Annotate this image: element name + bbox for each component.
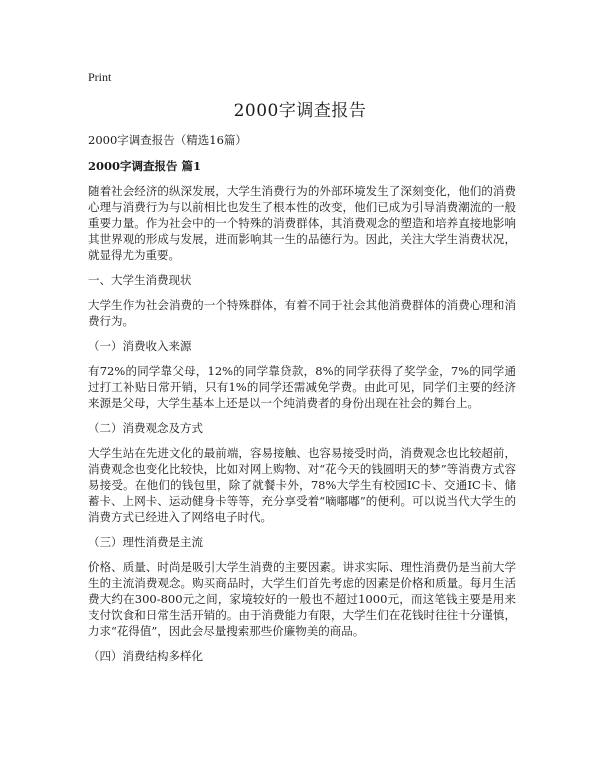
paragraph-consumption-status: 大学生作为社会消费的一个特殊群体，有着不同于社会其他消费群体的消费心理和消费行为。 [88,298,516,328]
heading-rational-consumption: （三）理性消费是主流 [88,535,203,549]
heading-income-source: （一）消费收入来源 [88,339,192,353]
heading-consumption-status: 一、大学生消费现状 [88,273,192,287]
print-link[interactable]: Print [88,70,112,84]
heading-consumption-structure: （四）消费结构多样化 [88,649,203,663]
paragraph-income-source: 有72%的同学靠父母，12%的同学靠贷款，8%的同学获得了奖学金，7%的同学通过打工补贴日常开销，只有1%的同学还需减免学费。由此可见，同学们主要的经济来源是父母，大学生基本上还是以一个纯消费者的身份出现在社会的舞台上。 [88,364,516,410]
intro-paragraph: 随着社会经济的纵深发展，大学生消费行为的外部环境发生了深刻变化，他们的消费心理与消费行为与以前相比也发生了根本性的改变，他们已成为引导消费潮流的一般重要力量。作为社会中的一个特殊的消费群体，其消费观念的塑造和培养直接地影响其世界观的形成与发展，进而影响其一生的品德行为。因此，关注大学生消费状况，就显得尤为重要。 [88,184,516,262]
article-body [88,132,516,673]
paragraph-consumption-concept: 大学生站在先进文化的最前端，容易接触、也容易接受时尚，消费观念也比较超前，消费观念也变化比较快，比如对网上购物、对“花今天的钱圆明天的梦”等消费方式容易接受。在他们的钱包里，除了就餐卡外，78%大学生有校园IC卡、交通IC卡、储蓄卡、上网卡、运动健身卡等等，充分享受着“嘀嘟嘟”的便利。可以说当代大学生的消费方式已经进入了网络电子时代。 [88,446,516,524]
page-title: 2000字调查报告 [233,101,367,121]
paragraph-rational-consumption: 价格、质量、时尚是吸引大学生消费的主要因素。讲求实际、理性消费仍是当前大学生的主流消费观念。购买商品时，大学生们首先考虑的因素是价格和质量。每月生活费大约在300-800元之间，家境较好的一般也不超过1000元，而这笔钱主要是用来支付饮食和日常生活开销的。由于消费能力有限，大学生们在花钱时往往十分谨慎，力求“花得值”，因此会尽量搜索那些价廉物美的商品。 [88,560,516,638]
subtitle: 2000字调查报告（精选16篇） [88,133,247,147]
heading-consumption-concept: （二）消费观念及方式 [88,421,203,435]
section-title: 2000字调查报告 篇1 [88,159,202,173]
